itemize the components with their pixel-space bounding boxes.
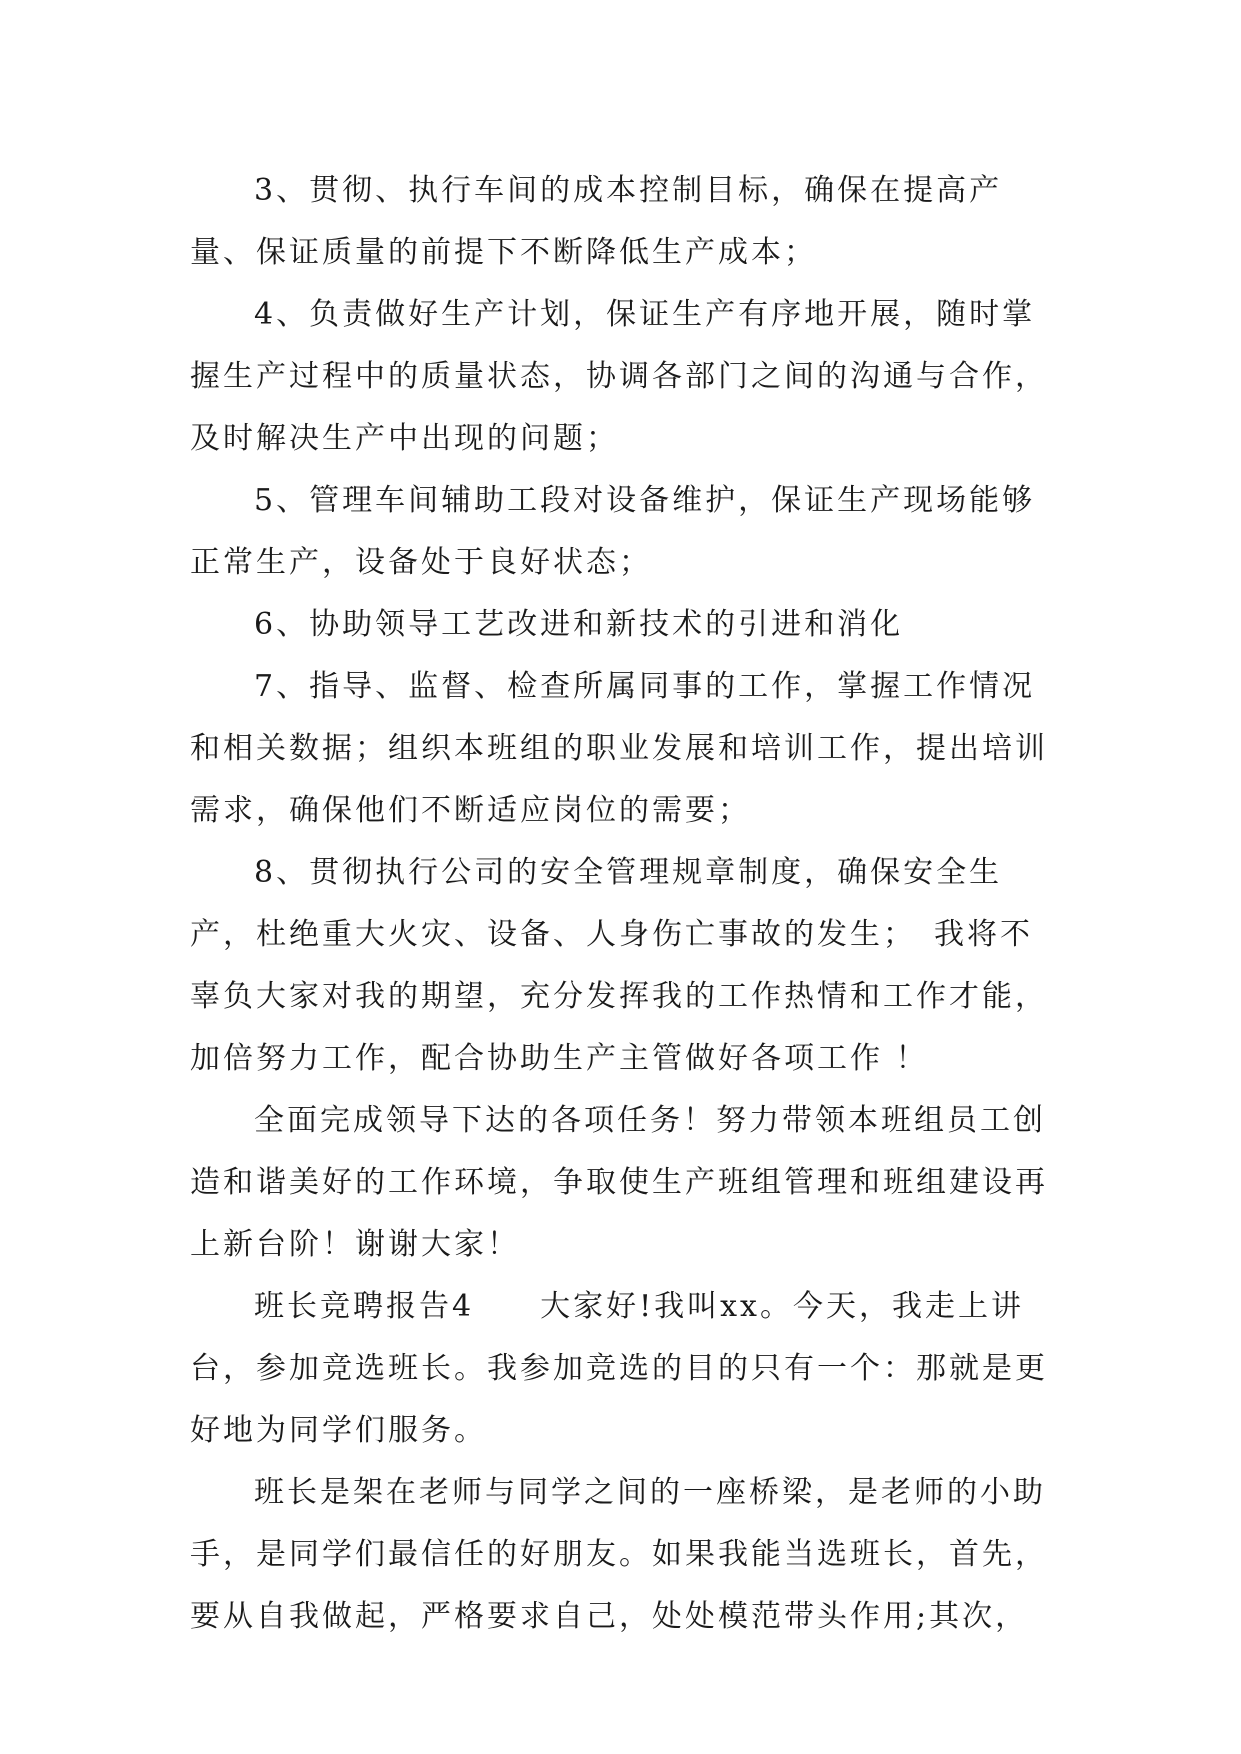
paragraph-monitor-role: 班长是架在老师与同学之间的一座桥梁，是老师的小助手，是同学们最信任的好朋友。如果我能当选班长，首先，要从自我做起，严格要求自己，处处模范带头作用;其次， — [190, 1475, 1048, 1634]
paragraph-item-3: 3、贯彻、执行车间的成本控制目标，确保在提高产量、保证质量的前提下不断降低生产成本； — [190, 173, 1003, 270]
document-body — [190, 160, 1050, 1648]
paragraph-report-4-intro: 班长竞聘报告4 大家好!我叫xx。今天，我走上讲台，参加竞选班长。我参加竞选的目的只有一个：那就是更好地为同学们服务。 — [190, 1289, 1048, 1448]
paragraph-closing: 全面完成领导下达的各项任务！努力带领本班组员工创造和谐美好的工作环境，争取使生产班组管理和班组建设再上新台阶！谢谢大家！ — [190, 1103, 1048, 1262]
paragraph-item-6: 6、协助领导工艺改进和新技术的引进和消化 — [254, 607, 904, 642]
paragraph-item-8: 8、贯彻执行公司的安全管理规章制度，确保安全生产，杜绝重大火灾、设备、人身伤亡事故的发生； 我将不辜负大家对我的期望，充分发挥我的工作热情和工作才能，加倍努力工作，配合协助生产主管做好各项工作 ！ — [190, 855, 1048, 1076]
paragraph-item-7: 7、指导、监督、检查所属同事的工作，掌握工作情况和相关数据；组织本班组的职业发展和培训工作，提出培训需求，确保他们不断适应岗位的需要； — [190, 669, 1048, 828]
paragraph-item-5: 5、管理车间辅助工段对设备维护，保证生产现场能够正常生产，设备处于良好状态； — [190, 483, 1036, 580]
paragraph-item-4: 4、负责做好生产计划，保证生产有序地开展，随时掌握生产过程中的质量状态，协调各部门之间的沟通与合作，及时解决生产中出现的问题； — [190, 297, 1048, 456]
